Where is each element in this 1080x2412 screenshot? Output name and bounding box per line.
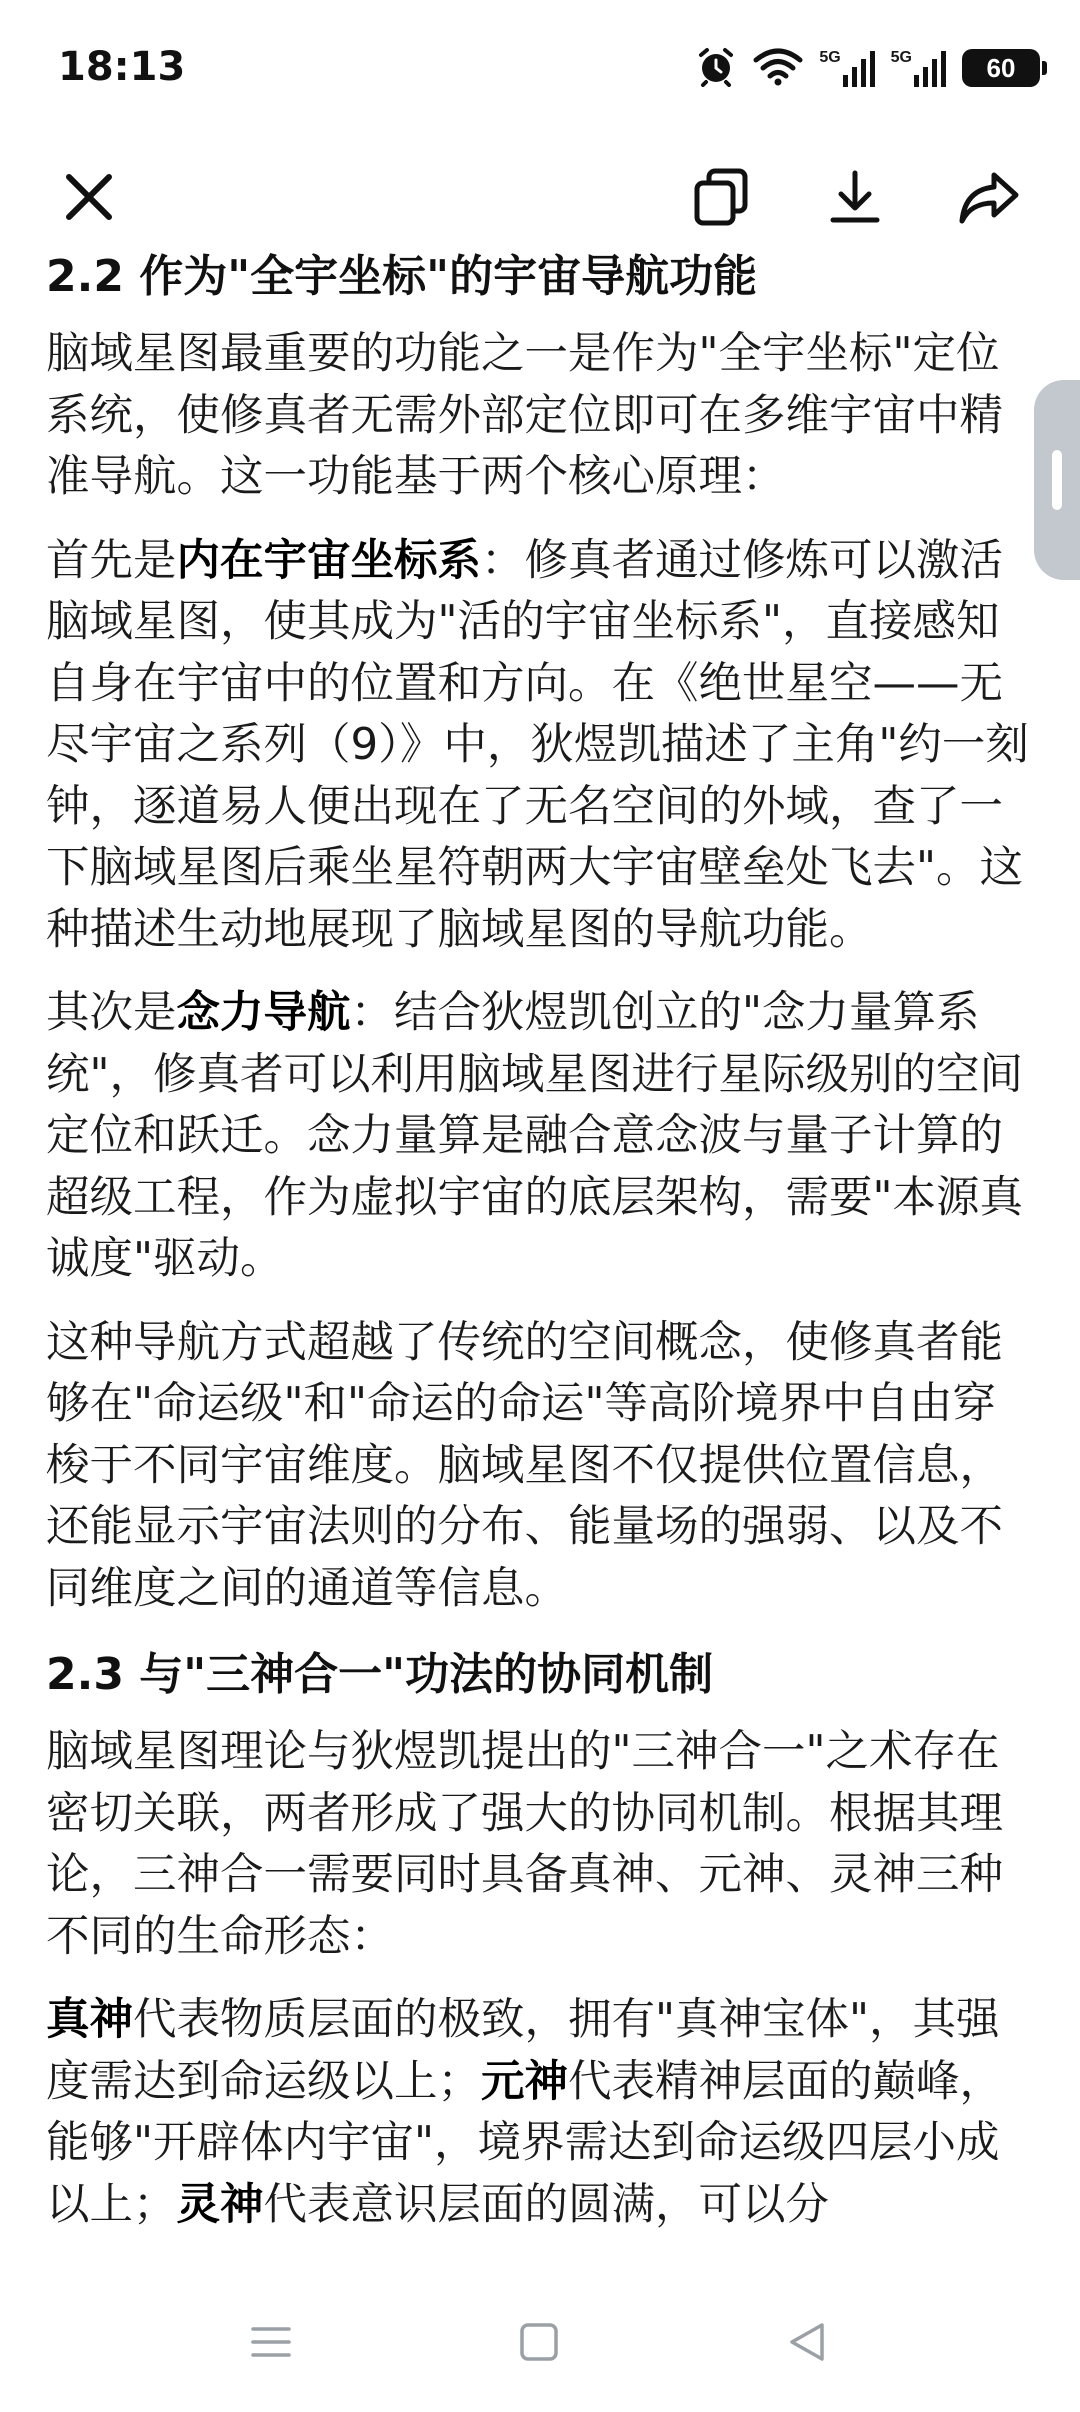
close-button[interactable] xyxy=(44,152,134,242)
status-bar xyxy=(0,0,1080,140)
share-icon xyxy=(958,167,1020,227)
copy-icon xyxy=(691,167,751,227)
paragraph: 脑域星图理论与狄煜凯提出的"三神合一"之术存在密切关联，两者形成了强大的协同机制。根据其理论，三神合一需要同时具备真神、元神、灵神三种不同的生命形态： xyxy=(46,1727,1003,1962)
battery-level: 60 xyxy=(986,52,1016,83)
status-icons xyxy=(695,44,1040,92)
section-heading-2-2: 2.2 作为"全宇坐标"的宇宙导航功能 xyxy=(46,251,758,302)
bold-term: 念力导航 xyxy=(176,988,351,1038)
paragraph: 真神代表物质层面的极致，拥有"真神宝体"，其强度需达到命运级以上；元神代表精神层面的巅峰，能够"开辟体内宇宙"，境界需达到命运级四层小成以上；灵神代表意识层面的圆满，可以分 xyxy=(46,1995,1003,2230)
paragraph: 脑域星图最重要的功能之一是作为"全宇坐标"定位系统，使修真者无需外部定位即可在多维宇宙中精准导航。这一功能基于两个核心原理： xyxy=(46,329,1003,502)
bold-term: 真神 xyxy=(46,1995,133,2045)
recents-button[interactable] xyxy=(226,2302,316,2382)
paragraph: 这种导航方式超越了传统的空间概念，使修真者能够在"命运级"和"命运的命运"等高阶境界中自由穿梭于不同宇宙维度。脑域星图不仅提供位置信息，还能显示宇宙法则的分布、能量场的强弱、以及不同维度之间的通道等信息。 xyxy=(46,1317,1003,1614)
paragraph: 首先是内在宇宙坐标系：修真者通过修炼可以激活脑域星图，使其成为"活的宇宙坐标系"，直接感知自身在宇宙中的位置和方向。在《绝世星空——无尽宇宙之系列（9）》中，狄煜凯描述了主角"约一刻钟，逐道易人便出现在了无名空间的外域，查了一下脑域星图后乘坐星符朝两大宇宙壁垒处飞去"。这种描述生动地展现了脑域星图的导航功能。 xyxy=(46,535,1029,955)
wifi-icon xyxy=(753,46,803,90)
close-icon xyxy=(61,169,117,225)
back-triangle-icon xyxy=(786,2321,828,2363)
home-button[interactable] xyxy=(494,2302,584,2382)
share-button[interactable] xyxy=(944,152,1034,242)
bold-term: 元神 xyxy=(481,2056,568,2107)
back-button[interactable] xyxy=(762,2302,852,2382)
home-square-icon xyxy=(518,2321,560,2363)
battery-icon xyxy=(962,49,1040,87)
signal-5g-icon-1: 5G xyxy=(819,49,874,87)
download-icon xyxy=(825,167,885,227)
status-time: 18:13 xyxy=(58,44,186,90)
paragraph: 其次是念力导航：结合狄煜凯创立的"念力量算系统"，修真者可以利用脑域星图进行星际级别的空间定位和跃迁。念力量算是融合意念波与量子计算的超级工程，作为虚拟宇宙的底层架构，需要"本源真诚度"驱动。 xyxy=(46,988,1024,1284)
download-button[interactable] xyxy=(810,152,900,242)
scrollbar-handle[interactable] xyxy=(1034,380,1080,580)
system-nav-bar xyxy=(0,2274,1080,2412)
top-toolbar xyxy=(0,140,1080,250)
copy-button[interactable] xyxy=(676,152,766,242)
article-content xyxy=(46,244,1036,2274)
alarm-icon xyxy=(695,45,737,91)
signal-5g-icon-2: 5G xyxy=(891,49,946,87)
scroll-grip-icon xyxy=(1052,450,1062,510)
menu-icon xyxy=(250,2321,292,2363)
bold-term: 灵神 xyxy=(176,2179,264,2230)
section-heading-2-3: 2.3 与"三神合一"功法的协同机制 xyxy=(46,1649,714,1700)
bold-term: 内在宇宙坐标系 xyxy=(176,535,481,586)
